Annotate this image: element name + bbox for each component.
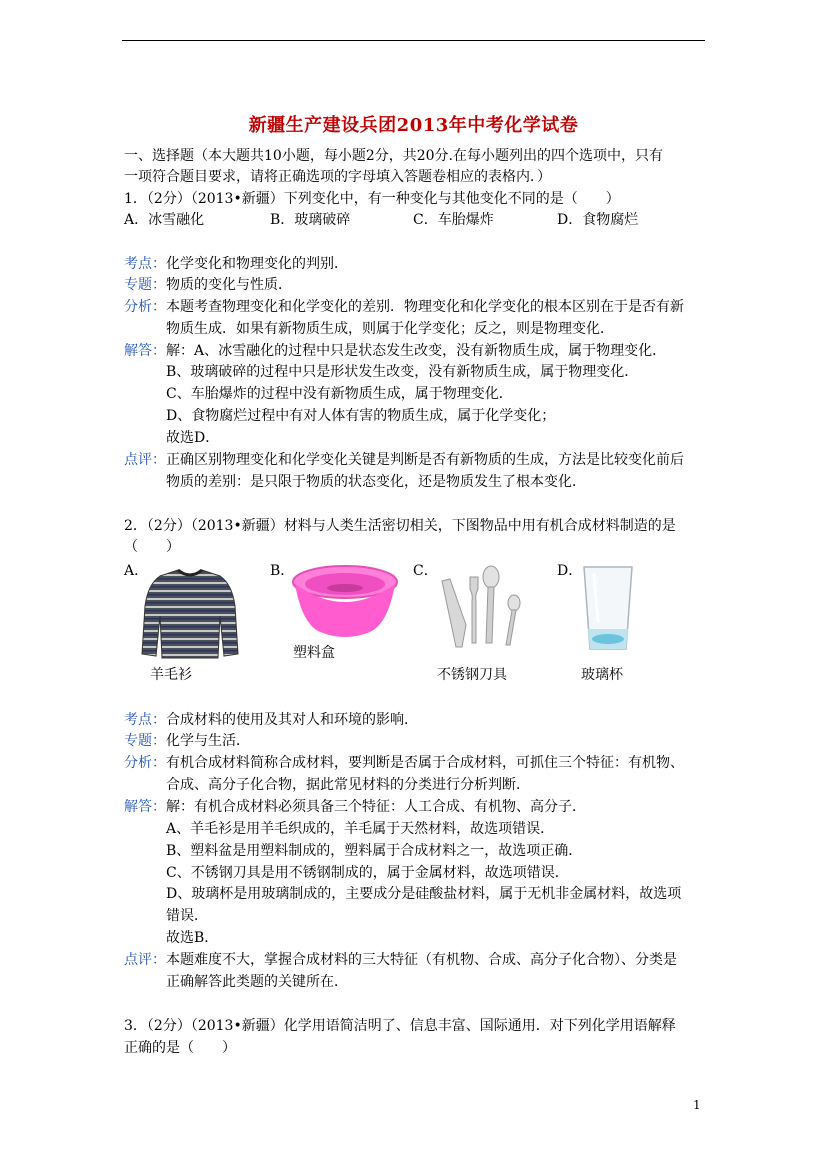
q1-jieda-line: C、车胎爆炸的过程中没有新物质生成，属于物理变化． (166, 386, 513, 402)
q1-fenxi-line: 物质生成．如果有新物质生成，则属于化学变化；反之，则是物理变化． (166, 321, 614, 337)
q2-stem-line: （ ） (124, 539, 180, 555)
label-dianping: 点评： (124, 952, 166, 968)
label-dianping: 点评： (124, 452, 166, 468)
sweater-image (140, 566, 240, 662)
q1-stem: 1．（2分）（2013•新疆）下列变化中，有一种变化与其他变化不同的是（ ） (124, 191, 620, 207)
q2-option-c: C． (413, 563, 438, 579)
label-fenxi: 分析： (124, 299, 166, 315)
section-head-line: 一项符合题目要求，请将正确选项的字母填入答题卷相应的表格内．） (124, 169, 551, 185)
q1-jieda-line: B、玻璃破碎的过程中只是形状发生改变，没有新物质生成，属于物理变化． (166, 364, 639, 380)
q2-option-d: D． (557, 563, 583, 579)
q2-fenxi-line: 有机合成材料简称合成材料，要判断是否属于合成材料，可抓住三个特征：有机物、 (166, 755, 684, 771)
q2-zhuanti: 化学与生活． (166, 733, 250, 749)
q2-jieda-line: B、塑料盆是用塑料制成的，塑料属于合成材料之一，故选项正确． (166, 843, 583, 859)
q3-stem-line: 3．（2分）（2013•新疆）化学用语简洁明了、信息丰富、国际通用．对下列化学用语解释 (124, 1018, 676, 1034)
label-zhuanti: 专题： (124, 733, 166, 749)
label-kaodian: 考点： (124, 256, 166, 272)
q1-jieda-line: 解：A、冰雪融化的过程中只是状态发生改变，没有新物质生成，属于物理变化． (166, 343, 667, 359)
label-jieda: 解答： (124, 343, 166, 359)
q2-caption-sweater: 羊毛衫 (150, 667, 192, 683)
label-zhuanti: 专题： (124, 277, 166, 293)
q2-kaodian: 合成材料的使用及其对人和环境的影响． (166, 712, 418, 728)
q1-dianping-line: 物质的差别：是只限于物质的状态变化，还是物质发生了根本变化． (166, 474, 586, 490)
q2-jieda-line: 解：有机合成材料必须具备三个特征：人工合成、有机物、高分子． (166, 799, 586, 815)
q2-jieda-line: A、羊毛衫是用羊毛织成的，羊毛属于天然材料，故选项错误． (166, 821, 555, 837)
label-fenxi: 分析： (124, 755, 166, 771)
section-head-line: 一、选择题（本大题共10小题，每小题2分，共20分.在每小题列出的四个选项中，只有 (124, 148, 663, 164)
page-title: 新疆生产建设兵团2013年中考化学试卷 (248, 115, 579, 136)
q2-stem-line: 2．（2分）（2013•新疆）材料与人类生活密切相关，下图物品中用有机合成材料制造的是 (124, 518, 676, 534)
q1-kaodian: 化学变化和物理变化的判别． (166, 256, 348, 272)
q1-option-b: B．玻璃破碎 (270, 212, 351, 228)
q2-jieda-line: C、不锈钢刀具是用不锈钢制成的，属于金属材料，故选项错误． (166, 865, 569, 881)
q2-fenxi-line: 合成、高分子化合物，据此常见材料的分类进行分析判断． (166, 777, 530, 793)
q1-fenxi-line: 本题考查物理变化和化学变化的差别．物理变化和化学变化的根本区别在于是否有新 (166, 299, 684, 315)
page-number: 1 (693, 1098, 701, 1112)
q3-stem-line: 正确的是（ ） (124, 1040, 236, 1056)
q1-option-c: C．车胎爆炸 (413, 212, 494, 228)
cutlery-image (436, 565, 526, 649)
q2-caption-glass: 玻璃杯 (581, 667, 623, 683)
q1-zhuanti: 物质的变化与性质． (166, 277, 292, 293)
label-kaodian: 考点： (124, 712, 166, 728)
q1-option-d: D．食物腐烂 (557, 212, 639, 228)
q1-option-a: A．冰雪融化 (124, 212, 205, 228)
q1-dianping-line: 正确区别物理变化和化学变化关键是判断是否有新物质的生成，方法是比较变化前后 (166, 452, 684, 468)
glass-cup-image (580, 563, 636, 655)
q2-dianping-line: 本题难度不大，掌握合成材料的三大特征（有机物、合成、高分子化合物）、分类是 (166, 952, 677, 968)
q2-caption-cutlery: 不锈钢刀具 (437, 667, 507, 683)
q2-option-b: B． (270, 563, 295, 579)
label-jieda: 解答： (124, 799, 166, 815)
plastic-basin-image (290, 562, 400, 642)
q2-caption-basin: 塑料盒 (293, 645, 335, 661)
q2-jieda-line: D、玻璃杯是用玻璃制成的，主要成分是硅酸盐材料，属于无机非金属材料，故选项 (166, 886, 682, 902)
header-rule (122, 40, 705, 41)
q2-jieda-line: 错误． (166, 908, 208, 924)
q2-option-a: A． (124, 563, 149, 579)
q2-dianping-line: 正确解答此类题的关键所在． (166, 974, 348, 990)
q1-jieda-line: D、食物腐烂过程中有对人体有害的物质生成，属于化学变化； (166, 408, 556, 424)
q2-jieda-line: 故选B． (166, 930, 219, 946)
q1-jieda-line: 故选D． (166, 430, 220, 446)
